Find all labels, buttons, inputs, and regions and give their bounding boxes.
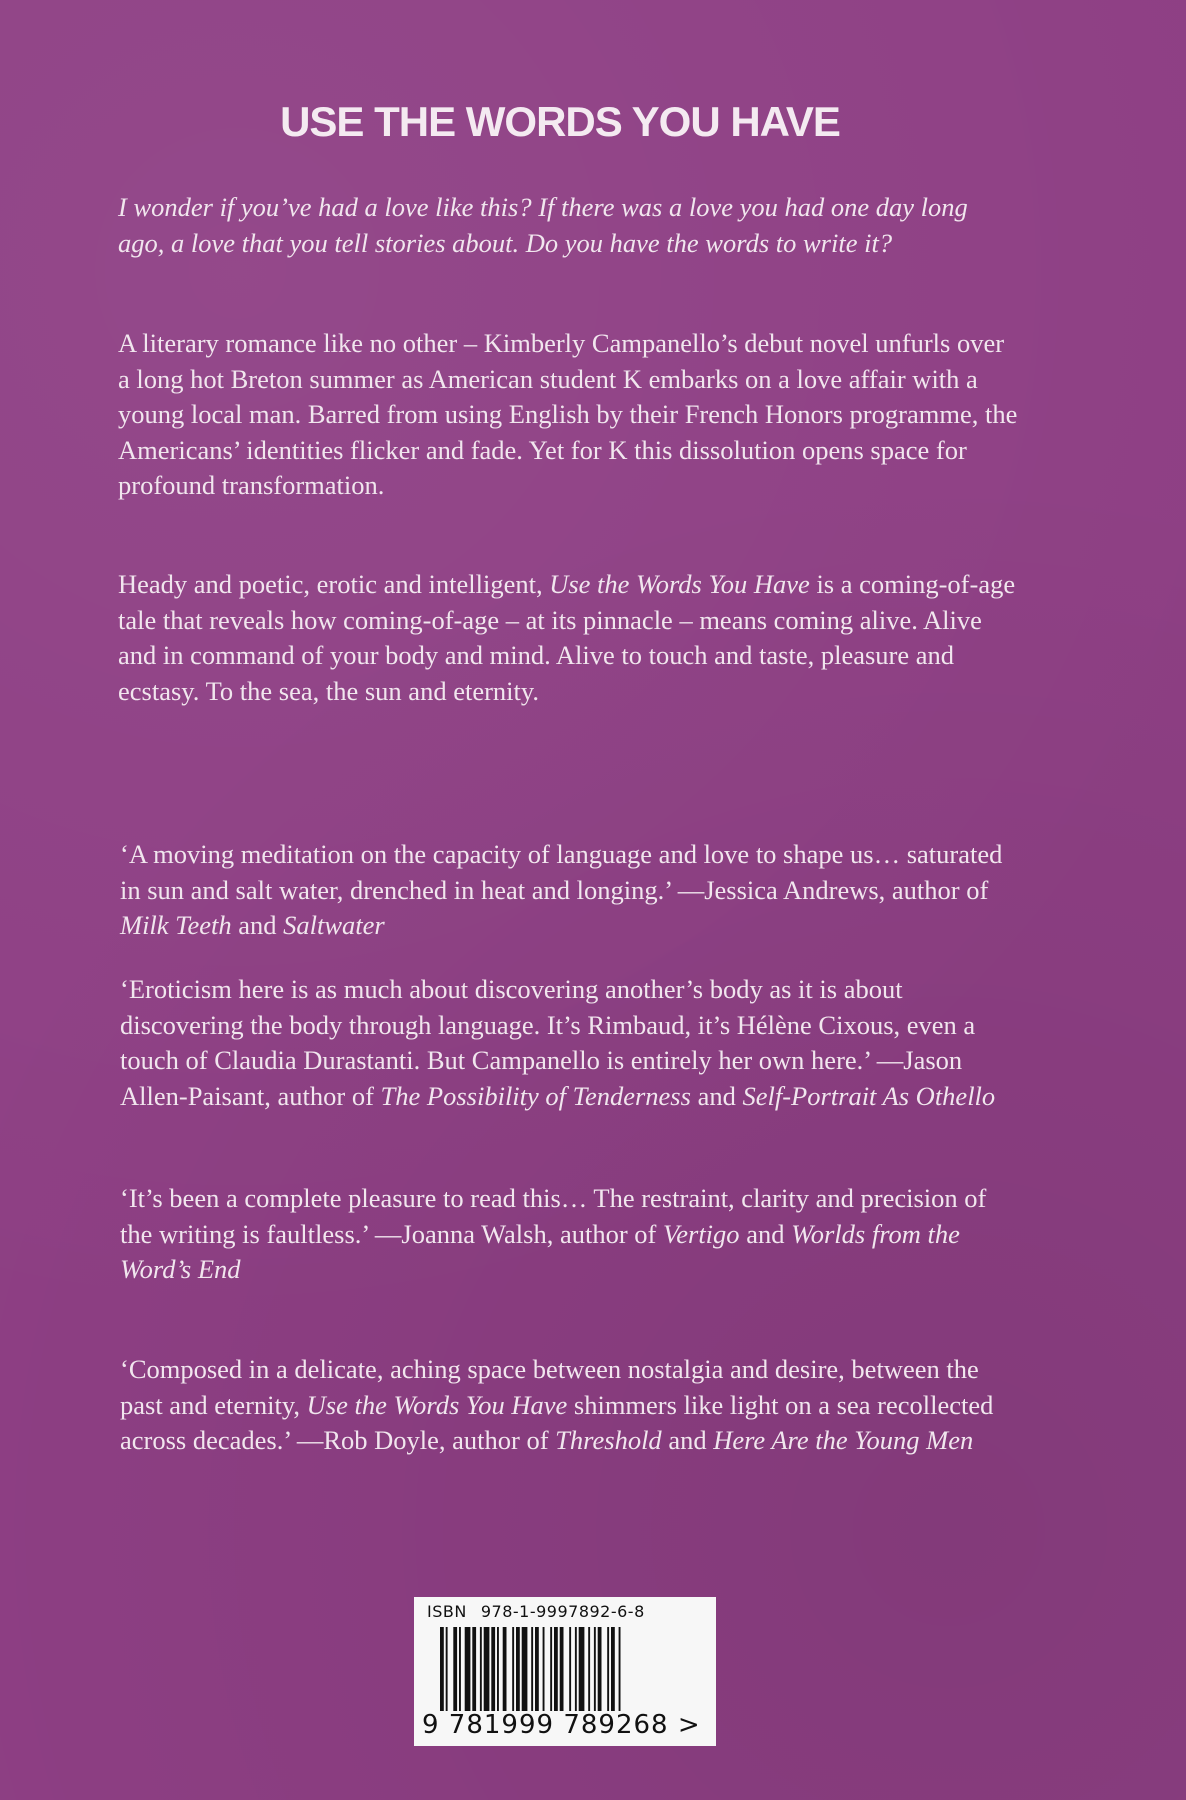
quote-work: Self-Portrait As Othello bbox=[742, 1080, 996, 1111]
barcode-bar bbox=[588, 1627, 590, 1711]
quote-and: and bbox=[661, 1425, 714, 1455]
barcode-bar bbox=[497, 1627, 499, 1711]
blurb-text-1: A literary romance like no other – Kimberly Campanello’s debut novel unfurls over a long hot Breton summer as American student K embarks on a love affair with a young local man. Barred from using English by their French Honors programme, the Americans’ identities flicker and fade. Yet for K this dissolution opens space for profound transformation. bbox=[118, 328, 1018, 500]
quote-work: Here Are the Young Men bbox=[713, 1425, 974, 1455]
barcode-bar bbox=[550, 1627, 552, 1711]
quote-work: Worlds from the Word’s End bbox=[120, 1218, 960, 1284]
barcode-bar bbox=[598, 1627, 602, 1711]
barcode-bar bbox=[560, 1627, 564, 1711]
barcode-bars bbox=[440, 1627, 690, 1711]
barcode-bar bbox=[453, 1627, 457, 1711]
intro-text: I wonder if you’ve had a love like this? If there was a love you had one day long ago, a love that you tell stories about. Do you have the words to write it? bbox=[118, 192, 968, 258]
barcode-bar bbox=[446, 1627, 448, 1711]
quote-text: ‘Composed in a delicate, aching space between nostalgia and desire, between the past and eternity, bbox=[120, 1354, 979, 1420]
quote-work: Threshold bbox=[555, 1425, 662, 1455]
barcode-bar bbox=[531, 1627, 533, 1711]
quote-3-body bbox=[120, 1181, 1020, 1288]
barcode-bar bbox=[535, 1627, 539, 1711]
barcode-bar bbox=[569, 1627, 571, 1711]
barcode-bar bbox=[459, 1627, 461, 1711]
barcode-bar bbox=[607, 1627, 609, 1711]
barcode-bar bbox=[465, 1627, 471, 1711]
quote-4-body bbox=[120, 1352, 1020, 1459]
book-title-inline: Use the Words You Have bbox=[549, 569, 810, 599]
barcode-bar bbox=[491, 1627, 495, 1711]
cover-title: USE THE WORDS YOU HAVE bbox=[280, 98, 840, 145]
quote-2-body bbox=[120, 972, 1020, 1114]
quote-and: and bbox=[690, 1080, 743, 1111]
quote-work: Vertigo bbox=[663, 1218, 740, 1249]
barcode-bar bbox=[619, 1627, 621, 1711]
quote-work: The Possibility of Tenderness bbox=[380, 1080, 691, 1111]
quote-text: ‘Eroticism here is as much about discovering another’s body as it is about discovering the body through language. It’s Rimbaud, it’s Hélène Cixous, even a touch of Claudia Durastanti. But Campanello is entirely her own here.’ bbox=[120, 974, 976, 1075]
quote-text: ‘A moving meditation on the capacity of language and love to shape us… saturated in sun and salt water, drenched in heat and longing.’ bbox=[120, 839, 1003, 905]
review-quote-2 bbox=[120, 972, 1020, 1114]
blurb-rest: is a coming-of-age tale that reveals how coming-of-age – at its pinnacle – means coming alive. Alive and in command of your body and mind. Alive to touch and taste, pleasure and ecstasy. To the sea, the sun and eternity. bbox=[118, 569, 1016, 706]
quote-attribution: —Rob Doyle, author of bbox=[290, 1425, 556, 1455]
barcode-bar bbox=[579, 1627, 585, 1711]
quote-text: ‘It’s been a complete pleasure to read this… The restraint, clarity and precision of the writing is faultless.’ bbox=[120, 1183, 987, 1249]
barcode-bar bbox=[611, 1627, 615, 1711]
barcode-digits: 9 781999 789268 > bbox=[422, 1710, 701, 1740]
barcode-bar bbox=[503, 1627, 507, 1711]
review-quote-3 bbox=[120, 1181, 1020, 1288]
barcode-bar bbox=[440, 1627, 444, 1711]
intro-paragraph bbox=[118, 190, 1018, 261]
barcode-bar bbox=[594, 1627, 596, 1711]
blurb-lead: Heady and poetic, erotic and intelligent, bbox=[118, 569, 550, 599]
quote-work: Milk Teeth bbox=[120, 910, 232, 940]
quote-and: and bbox=[739, 1218, 792, 1249]
isbn-prefix: ISBN bbox=[427, 1602, 467, 1621]
barcode-bar bbox=[522, 1627, 528, 1711]
quote-work: Saltwater bbox=[283, 910, 385, 940]
quote-attribution: —Jason Allen-Paisant, author of bbox=[120, 1045, 963, 1111]
isbn-number: 978-1-9997892-6-8 bbox=[480, 1602, 645, 1621]
barcode-bar bbox=[554, 1627, 558, 1711]
barcode-bar bbox=[484, 1627, 490, 1711]
review-quote-4 bbox=[120, 1352, 1020, 1459]
barcode-bar bbox=[543, 1627, 545, 1711]
barcode-bar bbox=[472, 1627, 476, 1711]
barcode-bar bbox=[512, 1627, 514, 1711]
barcode-bar bbox=[575, 1627, 577, 1711]
quote-text: shimmers like light on a sea recollected across decades.’ bbox=[120, 1389, 994, 1455]
isbn-label bbox=[427, 1602, 659, 1621]
book-title-inline: Use the Words You Have bbox=[306, 1389, 568, 1420]
blurb-paragraph-2 bbox=[118, 567, 1018, 709]
blurb-text-2 bbox=[118, 567, 1018, 709]
barcode-bar bbox=[516, 1627, 520, 1711]
isbn-barcode bbox=[414, 1597, 716, 1746]
quote-1-body bbox=[120, 837, 1020, 944]
quote-and: and bbox=[231, 910, 284, 940]
barcode-bar bbox=[480, 1627, 482, 1711]
quote-attribution: —Jessica Andrews, author of bbox=[671, 874, 989, 905]
blurb-paragraph-1 bbox=[118, 326, 1018, 504]
quote-attribution: —Joanna Walsh, author of bbox=[368, 1218, 663, 1249]
review-quote-1 bbox=[120, 837, 1020, 944]
